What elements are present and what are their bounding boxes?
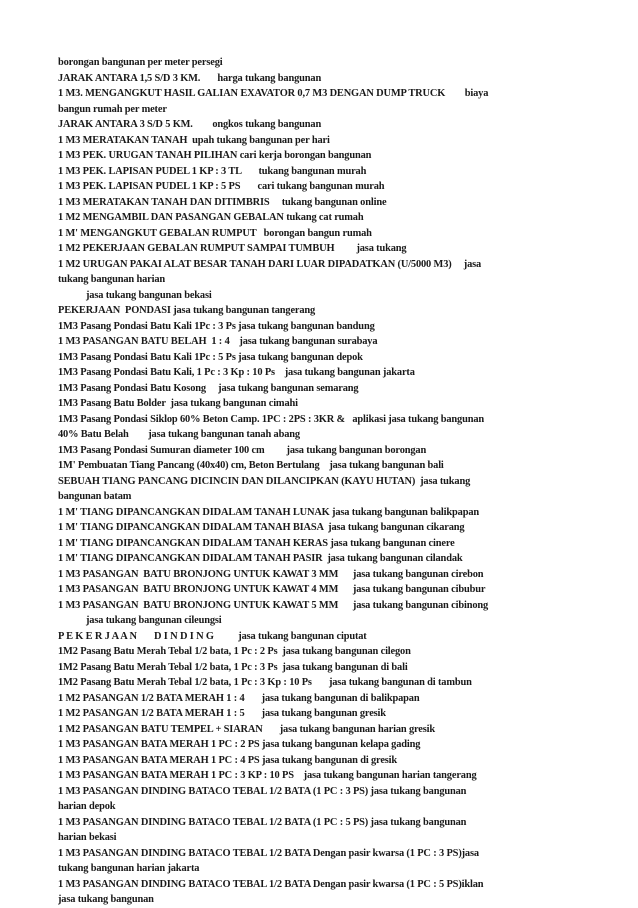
- text-line: 1 M' MENGANGKUT GEBALAN RUMPUT borongan bangun rumah: [58, 227, 372, 239]
- text-line: JARAK ANTARA 3 S/D 5 KM. ongkos tukang bangunan: [58, 119, 322, 130]
- text-line: 1 M3 PEK. LAPISAN PUDEL 1 KP : 3 TL tukang bangunan murah: [58, 165, 367, 177]
- text-line: tukang bangunan harian: [58, 274, 166, 285]
- text-line: jasa tukang bangunan bekasi: [86, 289, 212, 301]
- text-line: 1 M3 PEK. LAPISAN PUDEL 1 KP : 5 PS cari tukang bangunan murah: [58, 181, 385, 192]
- text-line: 1M3 Pasang Pondasi Batu Kali 1Pc : 5 Ps jasa tukang bangunan depok: [58, 351, 363, 363]
- text-line: bangun rumah per meter: [58, 103, 167, 115]
- text-line: 1 M2 PASANGAN 1/2 BATA MERAH 1 : 5 jasa tukang bangunan gresik: [58, 708, 386, 719]
- text-line: 1 M3 PASANGAN DINDING BATACO TEBAL 1/2 BATA (1 PC : 3 PS) jasa tukang bangunan: [58, 785, 467, 797]
- text-line: 1M3 Pasang Pondasi Batu Kali, 1 Pc : 3 Kp : 10 Ps jasa tukang bangunan jakarta: [58, 367, 415, 378]
- text-line: SEBUAH TIANG PANCANG DICINCIN DAN DILANCIPKAN (KAYU HUTAN) jasa tukang: [58, 475, 471, 487]
- text-line: harian depok: [58, 801, 116, 812]
- text-line: 1 M2 URUGAN PAKAI ALAT BESAR TANAH DARI LUAR DIPADATKAN (U/5000 M3) jasa: [58, 258, 482, 270]
- text-line: bangunan batam: [58, 491, 132, 502]
- text-line: 1 M3. MENGANGKUT HASIL GALIAN EXAVATOR 0,7 M3 DENGAN DUMP TRUCK biaya: [58, 88, 489, 99]
- text-line: 1M' Pembuatan Tiang Pancang (40x40) cm, Beton Bertulang jasa tukang bangunan bali: [58, 460, 444, 471]
- text-line: 1 M' TIANG DIPANCANGKAN DIDALAM TANAH PASIR jasa tukang bangunan cilandak: [58, 553, 463, 564]
- text-line: 1 M3 PASANGAN DINDING BATACO TEBAL 1/2 BATA (1 PC : 5 PS) jasa tukang bangunan: [58, 816, 467, 828]
- text-line: 1 M' TIANG DIPANCANGKAN DIDALAM TANAH KERAS jasa tukang bangunan cinere: [58, 537, 455, 549]
- text-line: 40% Batu Belah jasa tukang bangunan tanah abang: [58, 429, 300, 440]
- text-line: 1M3 Pasang Batu Bolder jasa tukang bangunan cimahi: [58, 398, 298, 409]
- text-line: harian bekasi: [58, 832, 117, 843]
- text-line: 1 M3 PASANGAN BATU BRONJONG UNTUK KAWAT 3 MM jasa tukang bangunan cirebon: [58, 568, 484, 580]
- text-line: 1 M3 PASANGAN BATU BRONJONG UNTUK KAWAT 5 MM jasa tukang bangunan cibinong: [58, 599, 489, 611]
- text-line: 1M3 Pasang Pondasi Batu Kali 1Pc : 3 Ps jasa tukang bangunan bandung: [58, 320, 375, 332]
- text-line: 1 M3 PASANGAN DINDING BATACO TEBAL 1/2 BATA Dengan pasir kwarsa (1 PC : 5 PS)iklan: [58, 878, 484, 890]
- text-line: 1M3 Pasang Pondasi Sumuran diameter 100 cm jasa tukang bangunan borongan: [58, 444, 427, 456]
- text-line: JARAK ANTARA 1,5 S/D 3 KM. harga tukang bangunan: [58, 72, 322, 84]
- text-line: 1 M2 PASANGAN 1/2 BATA MERAH 1 : 4 jasa tukang bangunan di balikpapan: [58, 692, 420, 704]
- text-line: 1 M2 PASANGAN BATU TEMPEL + SIARAN jasa tukang bangunan harian gresik: [58, 723, 435, 735]
- text-line: 1 M2 PEKERJAAN GEBALAN RUMPUT SAMPAI TUMBUH jasa tukang: [58, 243, 407, 254]
- text-line: 1 M3 PASANGAN BATA MERAH 1 PC : 4 PS jasa tukang bangunan di gresik: [58, 754, 398, 766]
- text-line: borongan bangunan per meter persegi: [58, 57, 223, 68]
- text-line: P E K E R J A A N D I N D I N G jasa tukang bangunan ciputat: [58, 630, 367, 642]
- text-line: 1 M3 MERATAKAN TANAH DAN DITIMBRIS tukang bangunan online: [58, 196, 387, 208]
- text-line: tukang bangunan harian jakarta: [58, 863, 200, 874]
- text-line: 1M3 Pasang Pondasi Siklop 60% Beton Camp. 1PC : 2PS : 3KR & aplikasi jasa tukang bangunan: [58, 413, 485, 425]
- text-line: 1 M3 PASANGAN BATU BRONJONG UNTUK KAWAT 4 MM jasa tukang bangunan cibubur: [58, 584, 486, 595]
- text-line: 1 M' TIANG DIPANCANGKAN DIDALAM TANAH BIASA jasa tukang bangunan cikarang: [58, 522, 465, 533]
- text-line: 1 M' TIANG DIPANCANGKAN DIDALAM TANAH LUNAK jasa tukang bangunan balikpapan: [58, 506, 480, 518]
- text-line: 1M3 Pasang Pondasi Batu Kosong jasa tukang bangunan semarang: [58, 382, 359, 394]
- document-body: [58, 55, 580, 908]
- text-line: jasa tukang bangunan: [58, 894, 154, 905]
- text-line: 1 M2 MENGAMBIL DAN PASANGAN GEBALAN tukang cat rumah: [58, 212, 364, 223]
- text-line: 1 M3 PASANGAN BATA MERAH 1 PC : 2 PS jasa tukang bangunan kelapa gading: [58, 739, 421, 750]
- text-line: 1 M3 PASANGAN DINDING BATACO TEBAL 1/2 BATA Dengan pasir kwarsa (1 PC : 3 PS)jasa: [58, 847, 479, 859]
- text-line: jasa tukang bangunan cileungsi: [86, 615, 222, 626]
- text-line: 1M2 Pasang Batu Merah Tebal 1/2 bata, 1 Pc : 2 Ps jasa tukang bangunan cilegon: [58, 646, 411, 657]
- text-line: 1 M3 PASANGAN BATA MERAH 1 PC : 3 KP : 10 PS jasa tukang bangunan harian tangerang: [58, 770, 477, 781]
- text-line: 1 M3 PEK. URUGAN TANAH PILIHAN cari kerja borongan bangunan: [58, 150, 372, 161]
- text-line: PEKERJAAN PONDASI jasa tukang bangunan tangerang: [58, 305, 316, 316]
- text-line: 1M2 Pasang Batu Merah Tebal 1/2 bata, 1 Pc : 3 Ps jasa tukang bangunan di bali: [58, 661, 408, 673]
- text-line: 1M2 Pasang Batu Merah Tebal 1/2 bata, 1 Pc : 3 Kp : 10 Ps jasa tukang bangunan di tambun: [58, 677, 472, 688]
- text-line: 1 M3 PASANGAN BATU BELAH 1 : 4 jasa tukang bangunan surabaya: [58, 336, 378, 347]
- text-line: 1 M3 MERATAKAN TANAH upah tukang bangunan per hari: [58, 134, 330, 146]
